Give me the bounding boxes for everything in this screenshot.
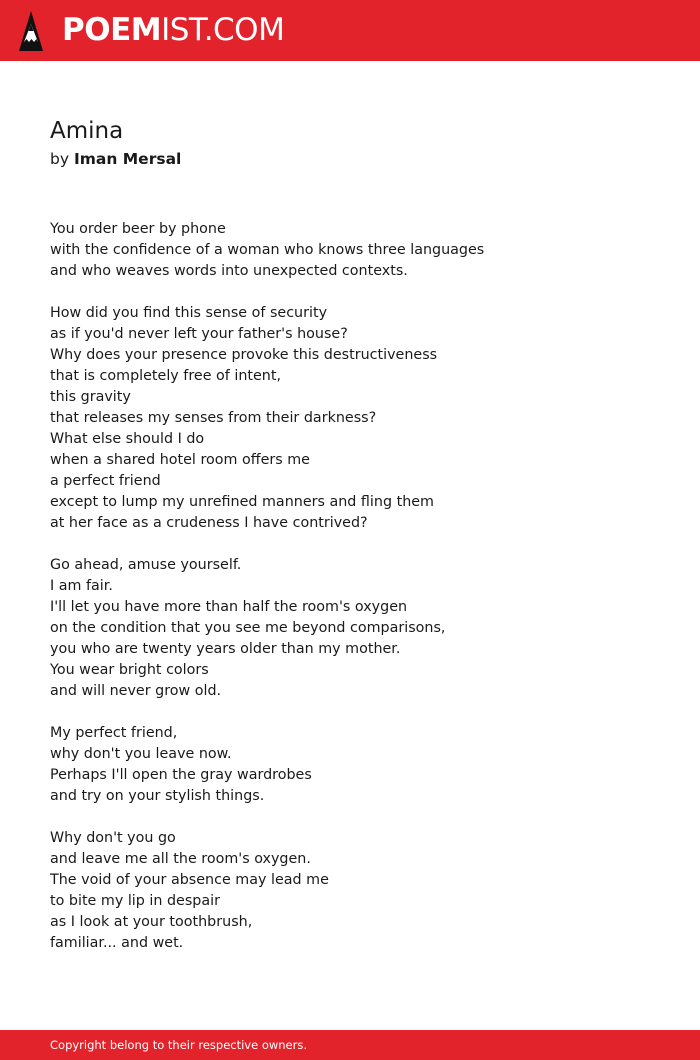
- site-header: [0, 0, 700, 61]
- poem-line: What else should I do: [50, 431, 205, 447]
- poem-line: and who weaves words into unexpected contexts.: [50, 263, 408, 279]
- poem-line: except to lump my unrefined manners and fling them: [50, 494, 434, 510]
- poem-line: and leave me all the room's oxygen.: [50, 851, 311, 867]
- poem-line: and will never grow old.: [50, 683, 222, 699]
- poem-line: You wear bright colors: [50, 662, 209, 678]
- poem-line: My perfect friend,: [50, 725, 178, 741]
- brand-bold-text: POEM: [62, 12, 162, 48]
- poem-line: at her face as a crudeness I have contrived?: [50, 515, 368, 531]
- stanza: [50, 303, 670, 534]
- poem-line: this gravity: [50, 389, 131, 405]
- poem-line: Perhaps I'll open the gray wardrobes: [50, 767, 312, 783]
- byline: [50, 148, 181, 170]
- poem-line: as if you'd never left your father's house?: [50, 326, 348, 342]
- poem-line: as I look at your toothbrush,: [50, 914, 253, 930]
- stanza: [50, 828, 670, 954]
- poem-title: Amina: [50, 118, 124, 144]
- poem-line: with the confidence of a woman who knows three languages: [50, 242, 485, 258]
- stanza: [50, 555, 670, 702]
- copyright-text: Copyright belong to their respective owners.: [50, 1038, 308, 1052]
- author-name: Iman Mersal: [73, 150, 182, 168]
- poem-line: you who are twenty years older than my mother.: [50, 641, 401, 657]
- poem-line: You order beer by phone: [50, 221, 226, 237]
- poem-line: familiar... and wet.: [50, 935, 184, 951]
- poem-line: why don't you leave now.: [50, 746, 232, 762]
- poem-line: Go ahead, amuse yourself.: [50, 557, 242, 573]
- poem-line: I'll let you have more than half the room's oxygen: [50, 599, 408, 615]
- poem-body: [50, 219, 670, 975]
- poem-line: The void of your absence may lead me: [50, 872, 329, 888]
- site-footer: [0, 1030, 700, 1060]
- poem-line: and try on your stylish things.: [50, 788, 265, 804]
- stanza: [50, 723, 670, 807]
- poem-line: that is completely free of intent,: [50, 368, 282, 384]
- poem-line: I am fair.: [50, 578, 113, 594]
- site-logo-text[interactable]: [62, 12, 284, 48]
- poem-line: when a shared hotel room offers me: [50, 452, 310, 468]
- stanza: [50, 219, 670, 282]
- poem-line: on the condition that you see me beyond comparisons,: [50, 620, 446, 636]
- pencil-tip-icon[interactable]: [18, 10, 44, 52]
- poem-line: How did you find this sense of security: [50, 305, 328, 321]
- brand-light-text: IST.COM: [161, 12, 285, 48]
- by-label: by: [50, 150, 70, 168]
- poem-line: Why don't you go: [50, 830, 176, 846]
- poem-line: Why does your presence provoke this destructiveness: [50, 347, 438, 363]
- poem-line: to bite my lip in despair: [50, 893, 220, 909]
- poem-line: that releases my senses from their darkness?: [50, 410, 377, 426]
- poem-line: a perfect friend: [50, 473, 161, 489]
